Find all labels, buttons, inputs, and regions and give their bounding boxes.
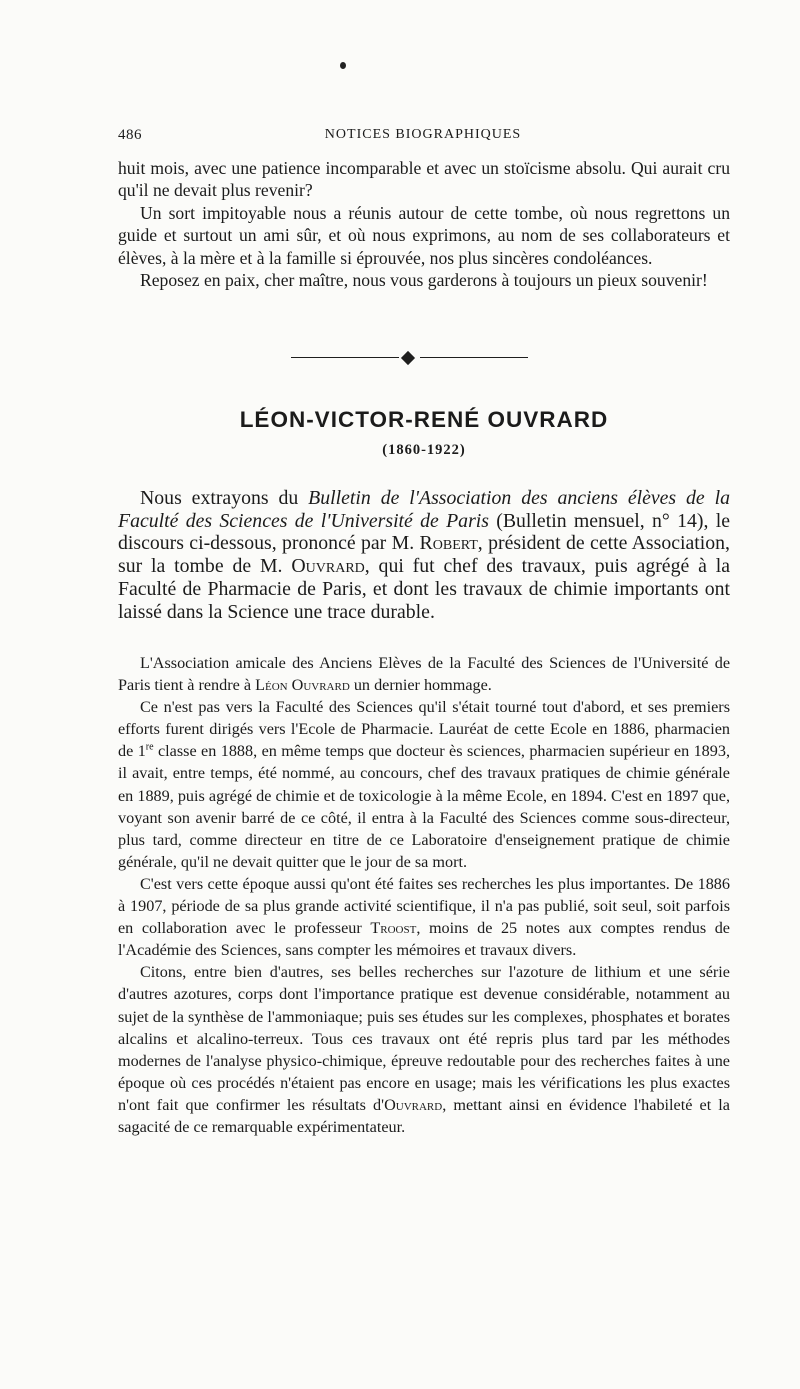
speaker-name: Robert bbox=[419, 532, 478, 555]
subject-name: Ouvrard bbox=[291, 555, 365, 578]
bulletin-title: Bulletin de l'Association des anciens élèves de la Faculté des Sciences de l'Université de Paris bbox=[118, 487, 730, 532]
text-run: Citons, entre bien d'autres, ses belles recherches sur l'azoture de lithium et une série d'autres azotures, corps dont l'importance pratique est devenue considérable, notamment au sujet de la synthèse de l'ammoniaque; puis ses études sur les complexes, phosphates et borates alcalins et alcalino-terreux. Tous ces travaux ont été repris plus tard par les méthodes modernes de l'analyse physico-chimique, épreuve redoutable pour des recherches faites à une époque où ces procédés n'étaient pas encore en usage; mais les vérifications les plus exactes n'ont fait que confirmer les résultats d' bbox=[118, 963, 730, 1114]
previous-notice-ending bbox=[118, 157, 730, 291]
running-title: NOTICES BIOGRAPHIQUES bbox=[324, 127, 522, 142]
text-run: classe en 1888, en même temps que docteur ès sciences, pharmacien supérieur en 1893, il avait, entre temps, été nommé, au concours, chef des travaux pratiques de chimie générale en 1889, puis agrégé de chimie et de toxicologie à la même Ecole, en 1894. C'est en 1897 que, voyant son avenir barré de ce côté, il entra à la Faculté des Sciences comme sous-directeur, plus tard, comme directeur en titre de ce Laboratoire d'enseignement pratique de chimie générale, qu'il ne devait quitter que le jour de sa mort. bbox=[118, 742, 731, 871]
page-number: 486 bbox=[118, 127, 142, 143]
text-run: , président de cette Association, sur la tombe de M. bbox=[118, 532, 730, 578]
speech-paragraph bbox=[118, 873, 730, 961]
paragraph: huit mois, avec une patience incomparable et avec un stoïcisme absolu. Qui aurait cru qu'il ne devait plus revenir? bbox=[118, 158, 730, 201]
text-run: , qui fut chef des travaux, puis agrégé à la Faculté de Pharmacie de Paris, et dont les travaux de chimie importants ont laissé dans la Science une trace durable. bbox=[118, 555, 731, 623]
diamond-ornament-icon bbox=[401, 351, 415, 365]
text-run: C'est vers cette époque aussi qu'ont été faites ses recherches les plus importantes. De 1886 à 1907, période de sa plus grande activité scientifique, il n'a pas publié, soit seul, soit parfois en collaboration avec le professeur bbox=[118, 874, 730, 938]
paragraph: Un sort impitoyable nous a réunis autour de cette tombe, où nous regrettons un guide et surtout un ami sûr, et où nous exprimons, au nom de ses collaborateurs et élèves, à la mère et à la famille si éprouvée, nos plus sincères condoléances. bbox=[118, 202, 730, 268]
text-run: L'Association amicale des Anciens Elèves de la Faculté des Sciences de l'Université de Paris tient à rendre à bbox=[118, 654, 730, 695]
separator-line-left bbox=[291, 357, 399, 358]
running-head bbox=[118, 127, 728, 147]
separator-line-right bbox=[420, 357, 528, 358]
person-name: Ouvrard bbox=[384, 1095, 443, 1114]
text-run: Nous extrayons du bbox=[140, 487, 309, 509]
speech-paragraph bbox=[118, 961, 730, 1138]
superscript: re bbox=[145, 741, 154, 753]
section-separator bbox=[291, 350, 528, 366]
text-run: Ce n'est pas vers la Faculté des Sciences qu'il s'était tourné tout d'abord, et ses premiers efforts furent dirigés vers l'Ecole de Pharmacie. Lauréat de cette Ecole en 1886, pharmacien de 1 bbox=[118, 698, 730, 761]
speech-body bbox=[118, 652, 730, 1138]
text-run: , moins de 25 notes aux comptes rendus de l'Académie des Sciences, sans compter les mémoires et travaux divers. bbox=[118, 919, 730, 960]
text-run: (Bulletin mensuel, n° 14), le discours ci-dessous, prononcé par M. bbox=[118, 509, 731, 555]
text-run: , mettant ainsi en évidence l'habileté et la sagacité de ce remarquable expérimentateur. bbox=[118, 1095, 730, 1136]
notice-dates: (1860-1922) bbox=[382, 442, 466, 458]
intro-paragraph bbox=[118, 487, 730, 623]
notice-title: LÉON-VICTOR-RENÉ OUVRARD bbox=[239, 407, 609, 432]
speech-paragraph bbox=[118, 696, 730, 873]
notice-introduction bbox=[118, 487, 730, 623]
person-name: Troost bbox=[370, 919, 417, 938]
ink-dot-mark bbox=[340, 62, 346, 69]
paragraph: Reposez en paix, cher maître, nous vous garderons à toujours un pieux souvenir! bbox=[140, 270, 708, 291]
person-name: Léon Ouvrard bbox=[255, 676, 350, 695]
speech-paragraph bbox=[118, 652, 730, 696]
text-run: un dernier hommage. bbox=[349, 676, 492, 695]
